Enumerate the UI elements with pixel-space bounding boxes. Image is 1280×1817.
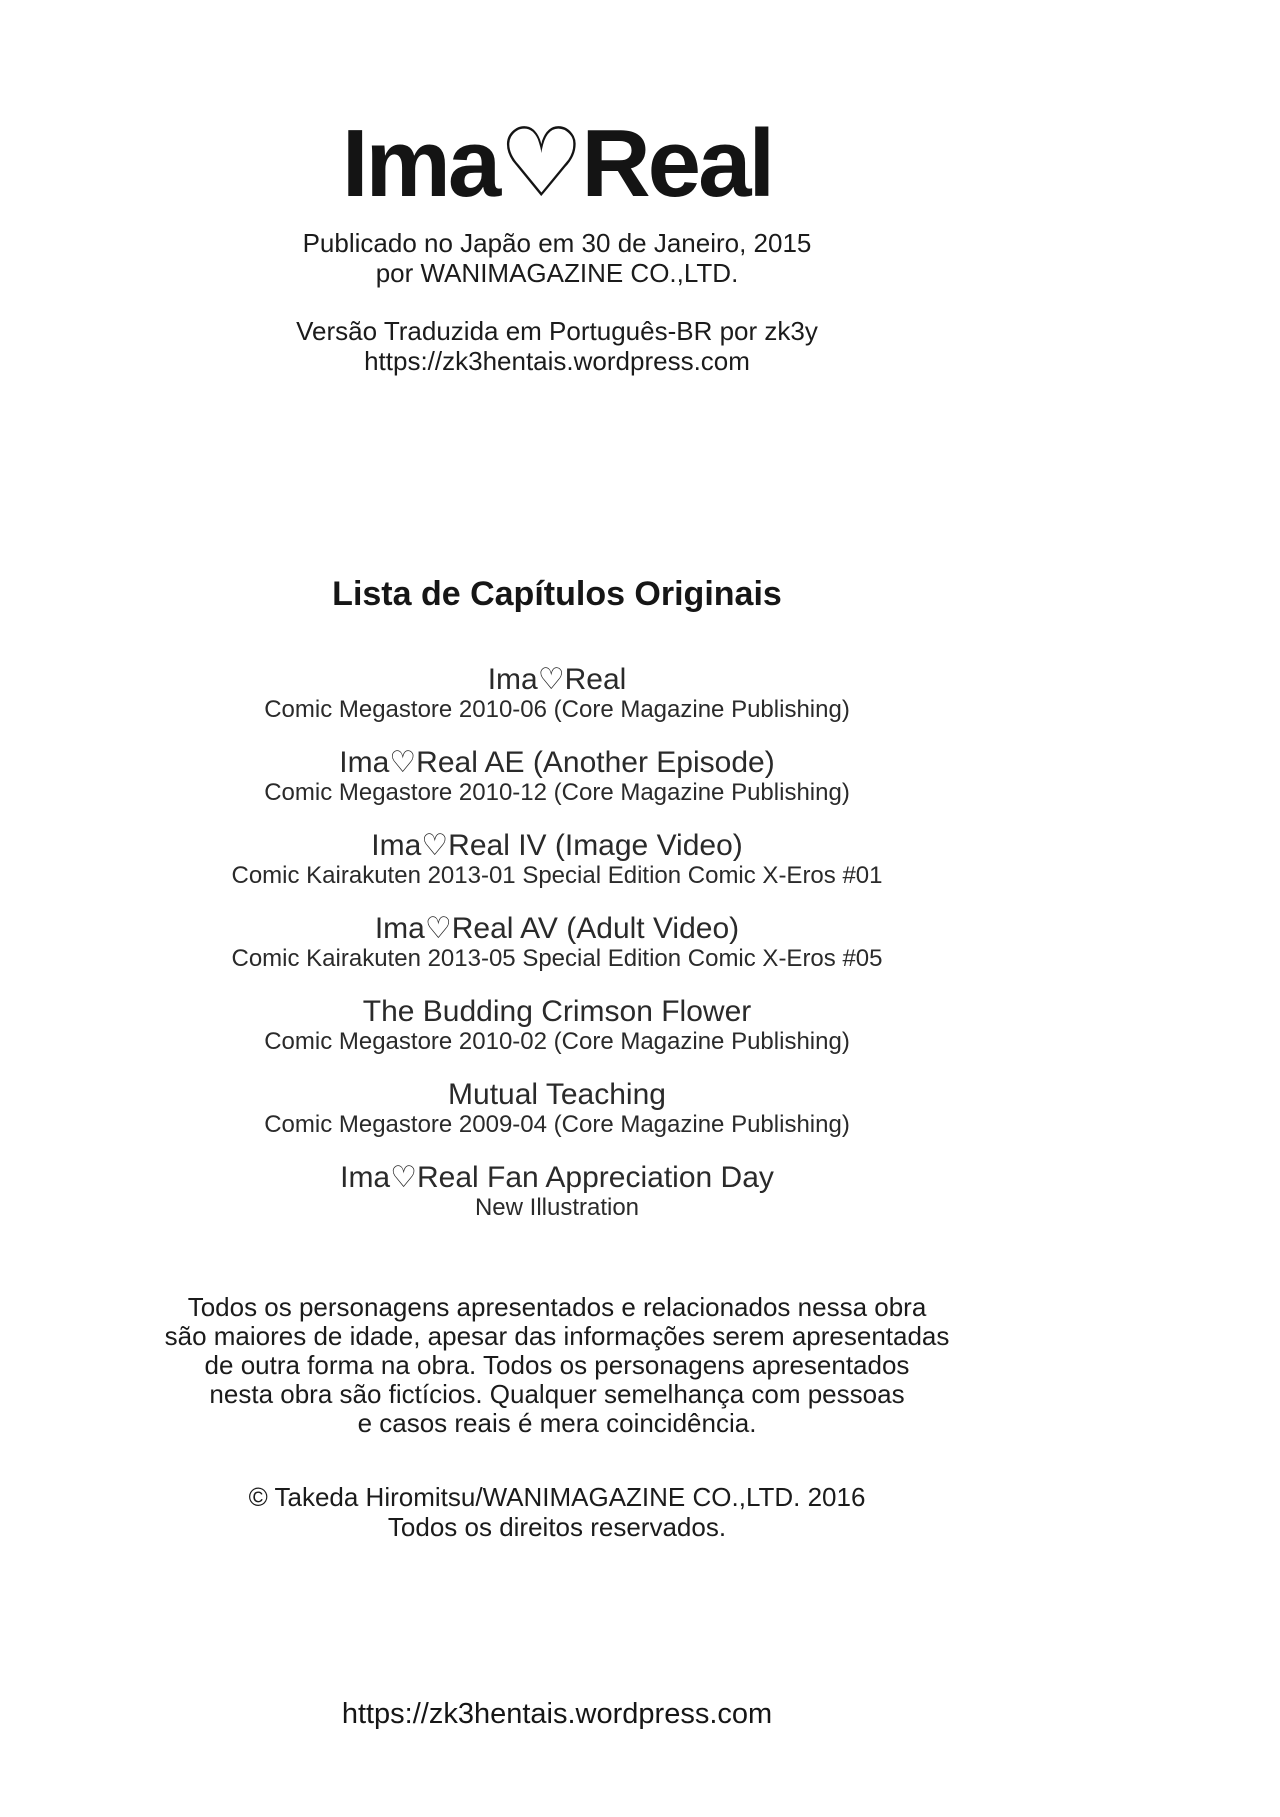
chapter-list-heading: Lista de Capítulos Originais	[332, 575, 782, 613]
chapter-source: Comic Megastore 2009-04 (Core Magazine Publishing)	[264, 1111, 850, 1138]
chapter-source: Comic Kairakuten 2013-01 Special Edition Comic X-Eros #01	[231, 862, 883, 889]
age-disclaimer	[0, 1293, 1114, 1438]
copyright-line: © Takeda Hiromitsu/WANIMAGAZINE CO.,LTD. 2016	[248, 1482, 866, 1512]
disclaimer-line: são maiores de idade, apesar das informações serem apresentadas	[164, 1321, 950, 1351]
chapter-title: Ima♡Real	[487, 663, 627, 696]
chapter-source: Comic Megastore 2010-06 (Core Magazine Publishing)	[264, 696, 850, 723]
page-title: Ima♡Real	[341, 110, 773, 217]
chapter-source: Comic Megastore 2010-02 (Core Magazine Publishing)	[264, 1028, 850, 1055]
chapter-source: Comic Megastore 2010-12 (Core Magazine Publishing)	[264, 779, 850, 806]
chapter-title: The Budding Crimson Flower	[362, 995, 752, 1028]
chapter-entry	[0, 828, 1114, 889]
copyright-notice	[0, 1482, 1114, 1542]
chapter-entry	[0, 1160, 1114, 1221]
publication-info	[0, 228, 1114, 288]
chapter-entry	[0, 745, 1114, 806]
chapter-entry	[0, 1077, 1114, 1138]
disclaimer-line: nesta obra são fictícios. Qualquer semelhança com pessoas	[209, 1379, 905, 1409]
publication-date-line: Publicado no Japão em 30 de Janeiro, 2015	[302, 228, 812, 258]
footer-url: https://zk3hentais.wordpress.com	[341, 1698, 773, 1730]
translation-url: https://zk3hentais.wordpress.com	[364, 346, 750, 376]
disclaimer-line: de outra forma na obra. Todos os personagens apresentados	[204, 1350, 910, 1380]
chapter-title: Ima♡Real AV (Adult Video)	[374, 912, 740, 945]
chapter-title: Ima♡Real IV (Image Video)	[371, 829, 743, 862]
disclaimer-line: e casos reais é mera coincidência.	[357, 1408, 757, 1438]
translator-line: Versão Traduzida em Português-BR por zk3y	[296, 316, 818, 346]
chapter-source: New Illustration	[474, 1194, 640, 1221]
chapter-title: Ima♡Real AE (Another Episode)	[339, 746, 775, 779]
chapter-entry	[0, 662, 1114, 723]
translation-credit	[0, 316, 1114, 376]
rights-reserved-line: Todos os direitos reservados.	[387, 1512, 727, 1542]
disclaimer-line: Todos os personagens apresentados e relacionados nessa obra	[187, 1292, 927, 1322]
publisher-line: por WANIMAGAZINE CO.,LTD.	[375, 258, 739, 288]
chapter-title: Mutual Teaching	[448, 1078, 666, 1111]
chapter-source: Comic Kairakuten 2013-05 Special Edition Comic X-Eros #05	[231, 945, 883, 972]
chapter-title: Ima♡Real Fan Appreciation Day	[340, 1161, 774, 1194]
chapter-list	[0, 662, 1114, 1221]
chapter-entry	[0, 911, 1114, 972]
chapter-entry	[0, 994, 1114, 1055]
